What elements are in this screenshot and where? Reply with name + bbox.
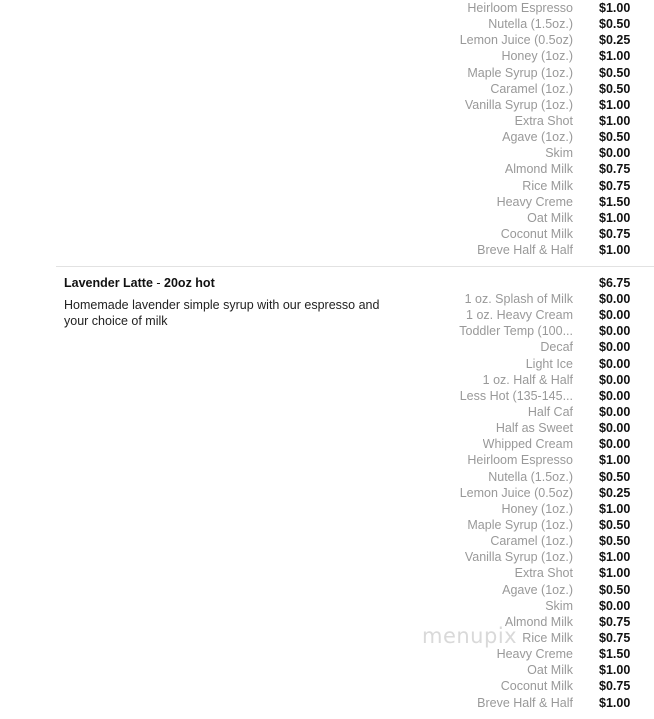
- option-name: Lemon Juice (0.5oz): [459, 33, 573, 48]
- option-row: [0, 662, 654, 678]
- option-row: [0, 16, 654, 32]
- option-row: [0, 436, 654, 452]
- option-price: $0.75: [599, 679, 631, 694]
- option-row: [0, 0, 654, 16]
- option-price: $0.50: [599, 517, 631, 532]
- option-price: $1.00: [599, 49, 631, 64]
- option-price: $0.50: [599, 130, 631, 145]
- menupix-watermark: menupix: [422, 624, 518, 648]
- option-name: 1 oz. Heavy Cream: [466, 308, 573, 323]
- option-price: $0.75: [599, 614, 631, 629]
- option-row: [0, 452, 654, 468]
- option-price: $0.75: [599, 178, 631, 193]
- menu-item-size: 20oz hot: [164, 276, 215, 290]
- option-name: Coconut Milk: [500, 226, 573, 241]
- option-price: $0.50: [599, 17, 631, 32]
- option-name: Oat Milk: [527, 663, 573, 678]
- option-price: $0.00: [599, 421, 631, 436]
- option-price: $0.50: [599, 534, 631, 549]
- option-row: [0, 501, 654, 517]
- option-price: $0.50: [599, 65, 631, 80]
- option-name: Lemon Juice (0.5oz): [459, 485, 573, 500]
- option-price: $1.50: [599, 194, 631, 209]
- option-price: $0.50: [599, 81, 631, 96]
- option-row: [0, 388, 654, 404]
- option-price: $0.75: [599, 162, 631, 177]
- option-name: Maple Syrup (1oz.): [467, 517, 573, 532]
- option-name: Vanilla Syrup (1oz.): [464, 550, 573, 565]
- option-name: Heirloom Espresso: [467, 453, 573, 468]
- option-row: [0, 630, 654, 646]
- option-price: $0.00: [599, 308, 631, 323]
- option-name: Honey (1oz.): [501, 49, 573, 64]
- option-row: [0, 582, 654, 598]
- menu-item-price: $6.75: [599, 276, 631, 290]
- option-name: Rice Milk: [522, 178, 573, 193]
- option-price: $0.25: [599, 485, 631, 500]
- option-name: Heavy Creme: [496, 194, 573, 209]
- option-name: Breve Half & Half: [477, 695, 573, 710]
- section-divider: [56, 266, 654, 267]
- option-name: 1 oz. Half & Half: [482, 372, 573, 387]
- option-row: [0, 81, 654, 97]
- option-name: Skim: [545, 146, 573, 161]
- option-row: [0, 291, 654, 307]
- option-name: Nutella (1.5oz.): [488, 17, 573, 32]
- option-price: $1.00: [599, 453, 631, 468]
- option-name: Coconut Milk: [500, 679, 573, 694]
- option-row: [0, 113, 654, 129]
- option-row: [0, 339, 654, 355]
- option-price: $1.50: [599, 647, 631, 662]
- option-price: $1.00: [599, 1, 631, 15]
- option-row: [0, 307, 654, 323]
- option-price: $0.50: [599, 469, 631, 484]
- option-name: Caramel (1oz.): [490, 534, 573, 549]
- option-name: Toddler Temp (100...: [459, 324, 573, 339]
- option-price: $1.00: [599, 97, 631, 112]
- menu-item-description: Homemade lavender simple syrup with our espresso and your choice of milk: [64, 298, 380, 328]
- option-row: [0, 678, 654, 694]
- option-price: $0.00: [599, 404, 631, 419]
- option-price: $1.00: [599, 243, 631, 258]
- option-name: Honey (1oz.): [501, 501, 573, 516]
- option-name: Caramel (1oz.): [490, 81, 573, 96]
- option-row: [0, 485, 654, 501]
- option-price: $1.00: [599, 501, 631, 516]
- option-price: $0.50: [599, 582, 631, 597]
- option-name: Light Ice: [525, 356, 573, 371]
- option-price: $0.00: [599, 437, 631, 452]
- option-row: [0, 517, 654, 533]
- option-row: [0, 614, 654, 630]
- option-name: Half Caf: [527, 404, 573, 419]
- option-price: $0.00: [599, 388, 631, 403]
- option-price: $0.00: [599, 598, 631, 613]
- option-row: [0, 129, 654, 145]
- option-name: Breve Half & Half: [477, 243, 573, 258]
- option-row: [0, 226, 654, 242]
- option-row: [0, 242, 654, 258]
- option-row: [0, 533, 654, 549]
- option-name: Extra Shot: [514, 113, 573, 128]
- option-row: [0, 420, 654, 436]
- option-name: Whipped Cream: [482, 437, 573, 452]
- option-name: Nutella (1.5oz.): [488, 469, 573, 484]
- option-row: [0, 598, 654, 614]
- option-row: [0, 469, 654, 485]
- option-price: $1.00: [599, 695, 631, 710]
- option-name: Agave (1oz.): [502, 582, 573, 597]
- option-name: Decaf: [540, 340, 573, 355]
- option-row: [0, 97, 654, 113]
- option-row: [0, 178, 654, 194]
- menu-item-name-sep: -: [152, 276, 165, 290]
- option-row: [0, 549, 654, 565]
- option-name: Rice Milk: [522, 630, 573, 645]
- item-options-list: [0, 291, 654, 711]
- option-price: $0.25: [599, 33, 631, 48]
- menu-item-name: [64, 276, 215, 290]
- top-options-list: [0, 0, 654, 258]
- option-price: $1.00: [599, 663, 631, 678]
- option-price: $1.00: [599, 113, 631, 128]
- option-row: [0, 372, 654, 388]
- option-name: Almond Milk: [504, 614, 573, 629]
- option-price: $0.00: [599, 324, 631, 339]
- option-row: [0, 356, 654, 372]
- option-name: Heavy Creme: [496, 647, 573, 662]
- option-price: $1.00: [599, 550, 631, 565]
- option-price: $0.00: [599, 340, 631, 355]
- option-price: $1.00: [599, 566, 631, 581]
- option-name: 1 oz. Splash of Milk: [464, 292, 573, 306]
- option-row: [0, 32, 654, 48]
- option-price: $0.00: [599, 356, 631, 371]
- option-price: $0.75: [599, 226, 631, 241]
- option-name: Skim: [545, 598, 573, 613]
- option-price: $0.75: [599, 630, 631, 645]
- option-name: Heirloom Espresso: [467, 1, 573, 15]
- option-name: Half as Sweet: [495, 421, 573, 436]
- menu-item-name-main: Lavender Latte: [64, 276, 153, 290]
- option-name: Agave (1oz.): [502, 130, 573, 145]
- option-row: [0, 161, 654, 177]
- option-name: Oat Milk: [527, 210, 573, 225]
- option-price: $0.00: [599, 146, 631, 161]
- option-row: [0, 65, 654, 81]
- option-row: [0, 194, 654, 210]
- option-row: [0, 646, 654, 662]
- option-row: [0, 210, 654, 226]
- option-name: Maple Syrup (1oz.): [467, 65, 573, 80]
- option-row: [0, 404, 654, 420]
- option-row: [0, 48, 654, 64]
- option-name: Extra Shot: [514, 566, 573, 581]
- option-price: $0.00: [599, 292, 631, 306]
- option-price: $0.00: [599, 372, 631, 387]
- option-row: [0, 565, 654, 581]
- option-row: [0, 695, 654, 711]
- option-name: Vanilla Syrup (1oz.): [464, 97, 573, 112]
- option-price: $1.00: [599, 210, 631, 225]
- option-name: Almond Milk: [504, 162, 573, 177]
- option-row: [0, 145, 654, 161]
- option-name: Less Hot (135-145...: [459, 388, 573, 403]
- option-row: [0, 323, 654, 339]
